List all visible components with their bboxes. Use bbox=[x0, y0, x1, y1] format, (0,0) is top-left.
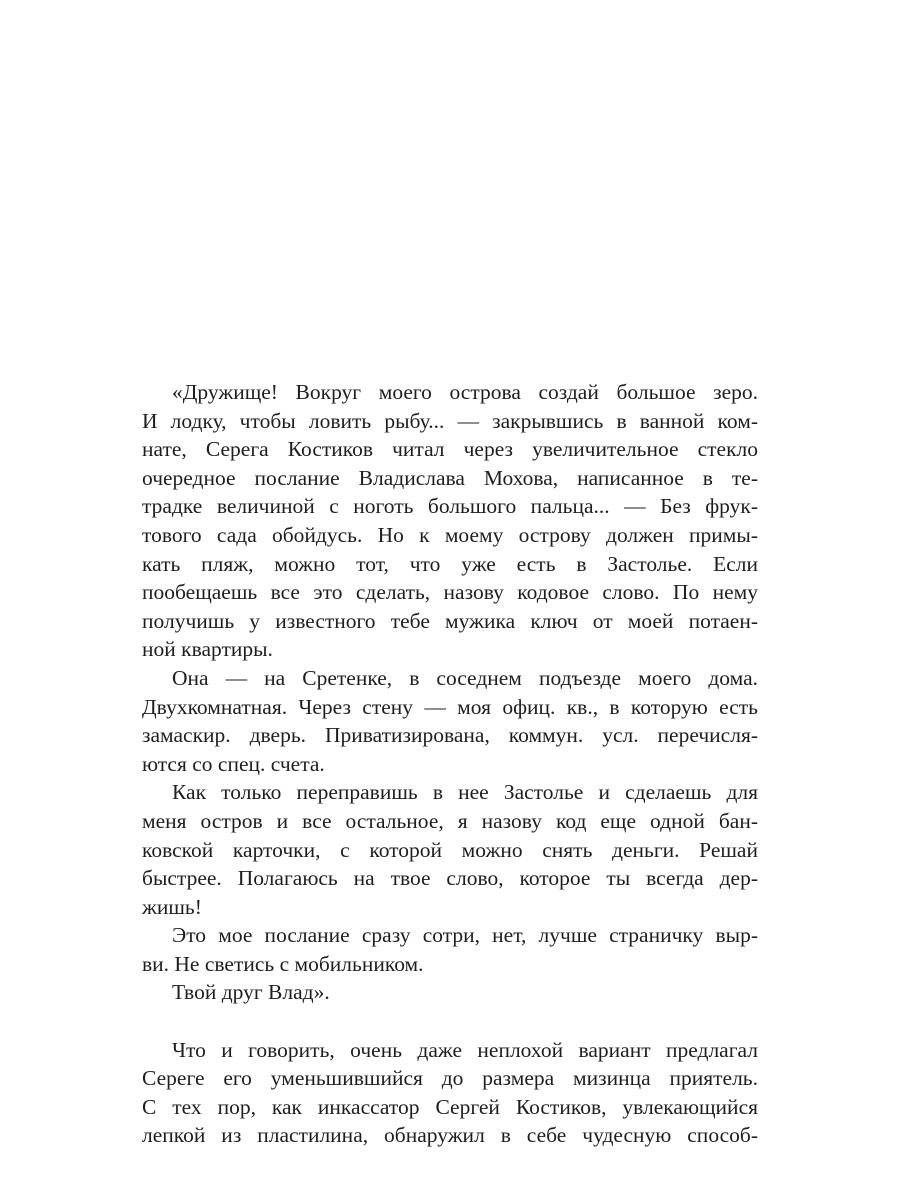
text-line: пообещаешь все это сделать, назову кодовое слово. По нему bbox=[142, 580, 758, 605]
text-line: лепкой из пластилина, обнаружил в себе чудесную способ- bbox=[142, 1123, 758, 1148]
text-line: получишь у известного тебе мужика ключ от моей потаен- bbox=[142, 608, 758, 633]
text-line: нате, Серега Костиков читал через увеличительное стекло bbox=[142, 437, 758, 462]
text-line: быстрее. Полагаюсь на твое слово, которое ты всегда дер- bbox=[142, 866, 758, 891]
text-line: ной квартиры. bbox=[142, 637, 273, 662]
text-line: традке величиной с ноготь большого пальца... — Без фрук- bbox=[142, 494, 758, 519]
page-body-text bbox=[142, 378, 758, 1150]
paragraph bbox=[142, 778, 758, 921]
text-line: И лодку, чтобы ловить рыбу... — закрывшись в ванной ком- bbox=[142, 408, 758, 433]
paragraph bbox=[142, 921, 758, 978]
text-line: очередное послание Владислава Мохова, написанное в те- bbox=[142, 465, 758, 490]
paragraph bbox=[142, 1036, 758, 1150]
text-line: Она — на Сретенке, в соседнем подъезде моего дома. bbox=[172, 665, 758, 690]
text-line: «Дружище! Вокруг моего острова создай большое зеро. bbox=[172, 380, 758, 404]
text-line: Как только переправишь в нее Застолье и сделаешь для bbox=[172, 780, 758, 805]
paragraph bbox=[142, 978, 758, 1007]
text-line: Двухкомнатная. Через стену — моя офиц. кв., в которую есть bbox=[142, 694, 758, 719]
text-line: ви. Не светись с мобильником. bbox=[142, 951, 424, 976]
text-line: тового сада обойдусь. Но к моему острову должен примы- bbox=[142, 522, 758, 547]
text-line: Что и говорить, очень даже неплохой вариант предлагал bbox=[172, 1037, 758, 1062]
text-line: замаскир. дверь. Приватизирована, коммун. усл. перечисля- bbox=[142, 723, 758, 748]
paragraph bbox=[142, 664, 758, 778]
text-line: меня остров и все остальное, я назову код еще одной бан- bbox=[142, 808, 758, 833]
text-line: С тех пор, как инкассатор Сергей Костиков, увлекающийся bbox=[142, 1094, 758, 1119]
section-gap bbox=[142, 1007, 758, 1036]
text-line: Сереге его уменьшившийся до размера мизинца приятель. bbox=[142, 1066, 758, 1091]
signature-line: Твой друг Влад». bbox=[172, 980, 330, 1005]
paragraph bbox=[142, 378, 758, 664]
text-line: Это мое послание сразу сотри, нет, лучше страничку выр- bbox=[172, 923, 758, 948]
text-line: жишь! bbox=[142, 894, 202, 919]
text-line: ковской карточки, с которой можно снять деньги. Решай bbox=[142, 837, 758, 862]
text-line: ются со спец. счета. bbox=[142, 751, 325, 776]
text-line: кать пляж, можно тот, что уже есть в Застолье. Если bbox=[142, 551, 758, 576]
